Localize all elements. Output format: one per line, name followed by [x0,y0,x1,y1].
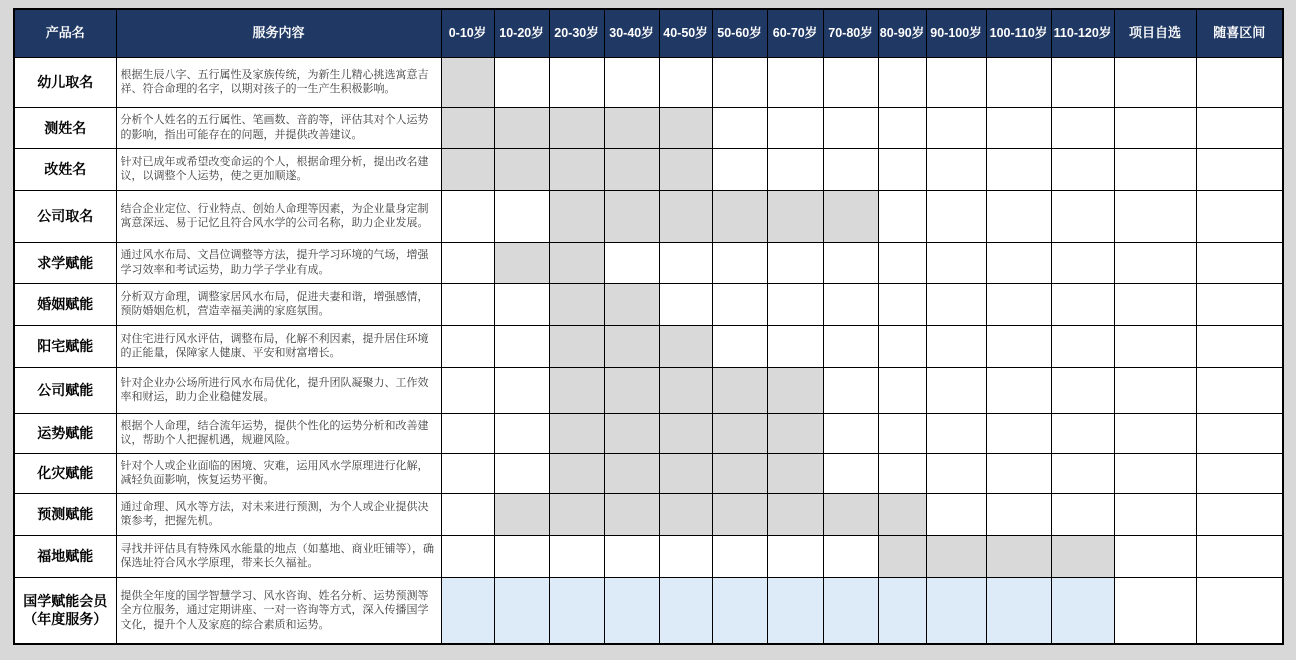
age-cell-0-10 [441,242,494,283]
column-header-service: 服务内容 [116,9,441,57]
service-description-cell: 分析个人姓名的五行属性、笔画数、音韵等，评估其对个人运势的影响，指出可能存在的问题，并提供改善建议。 [116,107,441,148]
age-cell-20-30 [549,535,604,577]
age-cell-30-40 [604,413,659,453]
age-cell-80-90 [878,493,926,535]
age-cell-40-50 [659,367,712,413]
age-cell-100-110 [986,57,1051,107]
age-cell-10-20 [494,242,549,283]
service-description-cell: 通过风水布局、文昌位调整等方法，提升学习环境的气场，增强学习效率和考试运势，助力学子学业有成。 [116,242,441,283]
project-select-cell[interactable] [1114,367,1196,413]
age-cell-0-10 [441,453,494,493]
age-cell-70-80 [823,577,878,644]
age-cell-30-40 [604,453,659,493]
age-cell-80-90 [878,107,926,148]
service-description-cell: 针对已成年或希望改变命运的个人，根据命理分析，提出改名建议，以调整个人运势，使之更加顺遂。 [116,148,441,190]
age-cell-80-90 [878,535,926,577]
age-cell-0-10 [441,577,494,644]
age-cell-10-20 [494,367,549,413]
age-cell-100-110 [986,148,1051,190]
age-cell-50-60 [712,453,767,493]
age-cell-110-120 [1051,57,1114,107]
age-cell-90-100 [926,577,986,644]
age-cell-30-40 [604,325,659,367]
age-cell-30-40 [604,535,659,577]
table-row [14,367,1283,413]
product-name-cell: 福地赋能 [14,535,116,577]
age-cell-50-60 [712,413,767,453]
table-row [14,283,1283,325]
age-cell-0-10 [441,367,494,413]
age-cell-20-30 [549,453,604,493]
project-select-cell[interactable] [1114,493,1196,535]
donation-range-cell[interactable] [1196,57,1283,107]
age-cell-50-60 [712,535,767,577]
age-cell-40-50 [659,493,712,535]
age-cell-30-40 [604,367,659,413]
age-cell-40-50 [659,577,712,644]
age-cell-100-110 [986,190,1051,242]
product-name-cell: 预测赋能 [14,493,116,535]
product-name-cell: 阳宅赋能 [14,325,116,367]
age-cell-100-110 [986,283,1051,325]
age-cell-80-90 [878,453,926,493]
age-cell-20-30 [549,325,604,367]
donation-range-cell[interactable] [1196,190,1283,242]
age-cell-20-30 [549,493,604,535]
age-cell-10-20 [494,57,549,107]
age-cell-60-70 [767,453,823,493]
age-cell-20-30 [549,577,604,644]
column-header-age-6: 60-70岁 [767,9,823,57]
service-description-cell: 针对企业办公场所进行风水布局优化，提升团队凝聚力、工作效率和财运，助力企业稳健发展。 [116,367,441,413]
age-cell-30-40 [604,493,659,535]
table-row [14,190,1283,242]
donation-range-cell[interactable] [1196,413,1283,453]
table-row [14,148,1283,190]
project-select-cell[interactable] [1114,413,1196,453]
age-cell-60-70 [767,325,823,367]
service-description-cell: 对住宅进行风水评估，调整布局，化解不利因素，提升居住环境的正能量，保障家人健康、平安和财富增长。 [116,325,441,367]
age-cell-90-100 [926,190,986,242]
age-cell-40-50 [659,107,712,148]
age-cell-60-70 [767,107,823,148]
age-cell-30-40 [604,242,659,283]
age-cell-100-110 [986,577,1051,644]
age-cell-70-80 [823,325,878,367]
age-cell-70-80 [823,107,878,148]
age-cell-40-50 [659,283,712,325]
age-cell-0-10 [441,57,494,107]
project-select-cell[interactable] [1114,325,1196,367]
project-select-cell[interactable] [1114,242,1196,283]
age-cell-80-90 [878,242,926,283]
age-cell-90-100 [926,535,986,577]
column-header-age-0: 0-10岁 [441,9,494,57]
donation-range-cell[interactable] [1196,535,1283,577]
age-cell-70-80 [823,367,878,413]
age-cell-50-60 [712,577,767,644]
age-cell-40-50 [659,148,712,190]
age-cell-100-110 [986,242,1051,283]
age-cell-70-80 [823,535,878,577]
product-name-cell: 公司取名 [14,190,116,242]
column-header-age-7: 70-80岁 [823,9,878,57]
service-description-cell: 分析双方命理，调整家居风水布局，促进夫妻和谐，增强感情，预防婚姻危机，营造幸福美满的家庭氛围。 [116,283,441,325]
age-cell-110-120 [1051,325,1114,367]
age-cell-10-20 [494,493,549,535]
age-cell-70-80 [823,190,878,242]
age-cell-0-10 [441,535,494,577]
age-cell-40-50 [659,453,712,493]
age-cell-100-110 [986,325,1051,367]
column-header-age-4: 40-50岁 [659,9,712,57]
age-cell-70-80 [823,57,878,107]
age-cell-70-80 [823,453,878,493]
age-cell-0-10 [441,107,494,148]
age-cell-110-120 [1051,283,1114,325]
age-cell-60-70 [767,577,823,644]
age-cell-10-20 [494,453,549,493]
service-description-cell: 根据个人命理，结合流年运势，提供个性化的运势分析和改善建议，帮助个人把握机遇，规避风险。 [116,413,441,453]
age-cell-60-70 [767,57,823,107]
age-cell-50-60 [712,57,767,107]
age-cell-10-20 [494,107,549,148]
donation-range-cell[interactable] [1196,242,1283,283]
project-select-cell[interactable] [1114,190,1196,242]
age-cell-100-110 [986,493,1051,535]
product-name-cell: 运势赋能 [14,413,116,453]
age-cell-60-70 [767,242,823,283]
donation-range-cell[interactable] [1196,148,1283,190]
age-cell-80-90 [878,190,926,242]
product-name-cell: 改姓名 [14,148,116,190]
project-select-cell[interactable] [1114,577,1196,644]
age-cell-60-70 [767,148,823,190]
age-cell-100-110 [986,367,1051,413]
project-select-cell[interactable] [1114,283,1196,325]
donation-range-cell[interactable] [1196,367,1283,413]
age-cell-80-90 [878,57,926,107]
age-cell-110-120 [1051,493,1114,535]
age-cell-80-90 [878,577,926,644]
age-cell-60-70 [767,493,823,535]
column-header-age-8: 80-90岁 [878,9,926,57]
age-cell-40-50 [659,190,712,242]
age-cell-90-100 [926,453,986,493]
age-cell-20-30 [549,57,604,107]
project-select-cell[interactable] [1114,107,1196,148]
product-name-cell: 幼儿取名 [14,57,116,107]
table-row [14,453,1283,493]
age-cell-70-80 [823,493,878,535]
column-header-age-5: 50-60岁 [712,9,767,57]
age-cell-110-120 [1051,453,1114,493]
age-cell-60-70 [767,413,823,453]
age-cell-110-120 [1051,577,1114,644]
product-name-cell: 求学赋能 [14,242,116,283]
age-cell-40-50 [659,325,712,367]
age-cell-80-90 [878,283,926,325]
age-cell-50-60 [712,283,767,325]
age-cell-10-20 [494,148,549,190]
service-description-cell: 结合企业定位、行业特点、创始人命理等因素，为企业量身定制寓意深远、易于记忆且符合风水学的公司名称，助力企业发展。 [116,190,441,242]
services-pricing-table [13,8,1284,645]
age-cell-0-10 [441,148,494,190]
product-name-cell: 公司赋能 [14,367,116,413]
column-header-age-11: 110-120岁 [1051,9,1114,57]
age-cell-110-120 [1051,107,1114,148]
age-cell-100-110 [986,107,1051,148]
column-header-age-9: 90-100岁 [926,9,986,57]
age-cell-90-100 [926,242,986,283]
age-cell-100-110 [986,535,1051,577]
age-cell-40-50 [659,57,712,107]
table-row [14,57,1283,107]
age-cell-110-120 [1051,367,1114,413]
donation-range-cell[interactable] [1196,577,1283,644]
age-cell-50-60 [712,190,767,242]
age-cell-50-60 [712,107,767,148]
age-cell-100-110 [986,413,1051,453]
column-header-age-2: 20-30岁 [549,9,604,57]
donation-range-cell[interactable] [1196,453,1283,493]
age-cell-10-20 [494,190,549,242]
age-cell-10-20 [494,413,549,453]
age-cell-80-90 [878,413,926,453]
product-name-cell: 化灾赋能 [14,453,116,493]
age-cell-80-90 [878,367,926,413]
service-description-cell: 寻找并评估具有特殊风水能量的地点（如墓地、商业旺铺等），确保选址符合风水学原理，带来长久福祉。 [116,535,441,577]
product-name-cell: 测姓名 [14,107,116,148]
age-cell-30-40 [604,283,659,325]
age-cell-20-30 [549,242,604,283]
age-cell-90-100 [926,57,986,107]
age-cell-90-100 [926,148,986,190]
table-row [14,535,1283,577]
table-row [14,107,1283,148]
age-cell-0-10 [441,283,494,325]
column-header-age-3: 30-40岁 [604,9,659,57]
age-cell-110-120 [1051,148,1114,190]
donation-range-cell[interactable] [1196,493,1283,535]
age-cell-30-40 [604,57,659,107]
age-cell-20-30 [549,367,604,413]
age-cell-80-90 [878,148,926,190]
age-cell-90-100 [926,283,986,325]
project-select-cell[interactable] [1114,148,1196,190]
age-cell-30-40 [604,148,659,190]
age-cell-90-100 [926,413,986,453]
age-cell-20-30 [549,413,604,453]
age-cell-50-60 [712,242,767,283]
age-cell-60-70 [767,535,823,577]
table-row [14,413,1283,453]
age-cell-90-100 [926,325,986,367]
age-cell-0-10 [441,413,494,453]
service-description-cell: 根据生辰八字、五行属性及家族传统，为新生儿精心挑选寓意吉祥、符合命理的名字，以期对孩子的一生产生积极影响。 [116,57,441,107]
column-header-donation-range: 随喜区间 [1196,9,1283,57]
age-cell-60-70 [767,283,823,325]
donation-range-cell[interactable] [1196,325,1283,367]
age-cell-90-100 [926,493,986,535]
age-cell-100-110 [986,453,1051,493]
age-cell-10-20 [494,325,549,367]
age-cell-10-20 [494,283,549,325]
age-cell-30-40 [604,107,659,148]
age-cell-20-30 [549,283,604,325]
column-header-product: 产品名 [14,9,116,57]
project-select-cell[interactable] [1114,453,1196,493]
table-row [14,325,1283,367]
product-name-cell: 国学赋能会员（年度服务） [14,577,116,644]
service-description-cell: 针对个人或企业面临的困境、灾难，运用风水学原理进行化解，减轻负面影响，恢复运势平衡。 [116,453,441,493]
age-cell-20-30 [549,107,604,148]
donation-range-cell[interactable] [1196,107,1283,148]
age-cell-30-40 [604,190,659,242]
age-cell-70-80 [823,413,878,453]
table-header-row [14,9,1283,57]
project-select-cell[interactable] [1114,535,1196,577]
age-cell-50-60 [712,493,767,535]
age-cell-40-50 [659,413,712,453]
donation-range-cell[interactable] [1196,283,1283,325]
column-header-age-10: 100-110岁 [986,9,1051,57]
age-cell-60-70 [767,367,823,413]
product-name-cell: 婚姻赋能 [14,283,116,325]
age-cell-10-20 [494,535,549,577]
age-cell-60-70 [767,190,823,242]
age-cell-70-80 [823,283,878,325]
age-cell-30-40 [604,577,659,644]
age-cell-20-30 [549,190,604,242]
age-cell-20-30 [549,148,604,190]
age-cell-0-10 [441,190,494,242]
service-description-cell: 通过命理、风水等方法，对未来进行预测，为个人或企业提供决策参考，把握先机。 [116,493,441,535]
age-cell-110-120 [1051,190,1114,242]
age-cell-70-80 [823,148,878,190]
project-select-cell[interactable] [1114,57,1196,107]
age-cell-40-50 [659,242,712,283]
age-cell-110-120 [1051,242,1114,283]
age-cell-10-20 [494,577,549,644]
age-cell-90-100 [926,367,986,413]
age-cell-80-90 [878,325,926,367]
age-cell-70-80 [823,242,878,283]
table-row [14,242,1283,283]
age-cell-50-60 [712,148,767,190]
age-cell-40-50 [659,535,712,577]
age-cell-50-60 [712,367,767,413]
age-cell-0-10 [441,325,494,367]
age-cell-50-60 [712,325,767,367]
column-header-project-select: 项目自选 [1114,9,1196,57]
age-cell-90-100 [926,107,986,148]
table-row [14,577,1283,644]
column-header-age-1: 10-20岁 [494,9,549,57]
age-cell-0-10 [441,493,494,535]
age-cell-110-120 [1051,535,1114,577]
table-row [14,493,1283,535]
service-description-cell: 提供全年度的国学智慧学习、风水咨询、姓名分析、运势预测等全方位服务，通过定期讲座、一对一咨询等方式，深入传播国学文化，提升个人及家庭的综合素质和运势。 [116,577,441,644]
age-cell-110-120 [1051,413,1114,453]
